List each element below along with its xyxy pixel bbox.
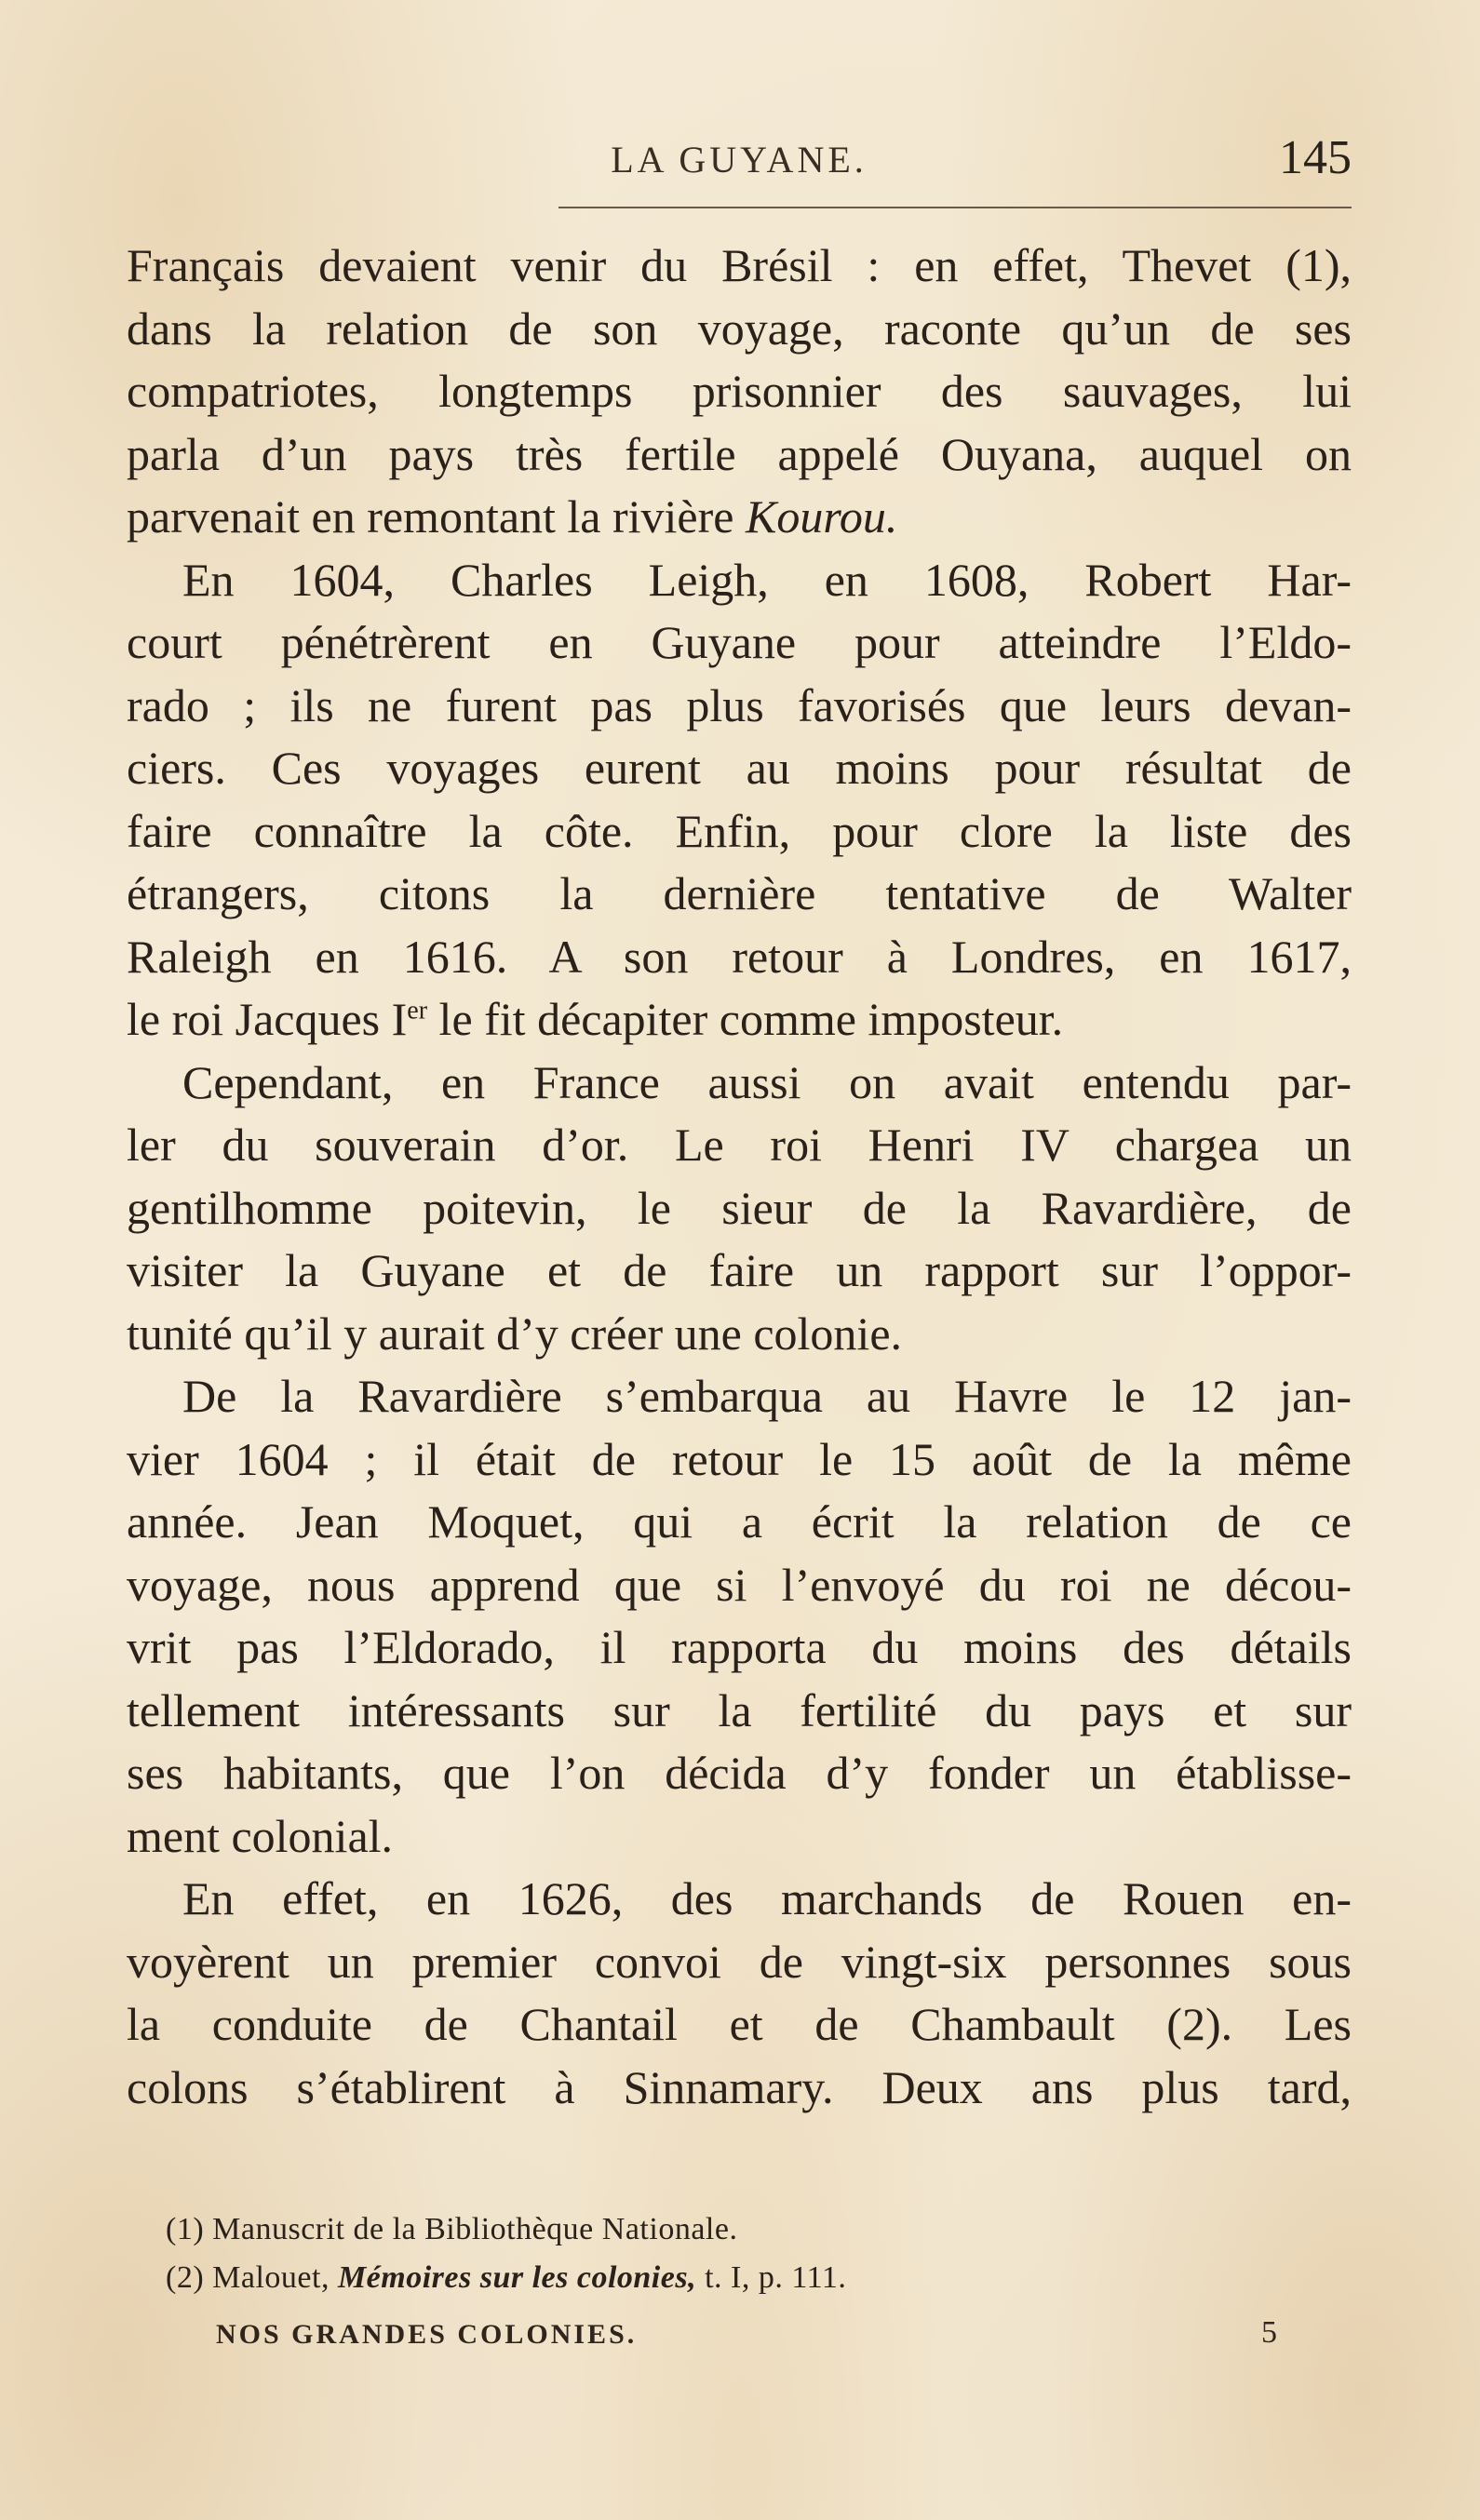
text-line: rado ; ils ne furent pas plus favorisés que leurs devan- xyxy=(127,678,1352,731)
text-line: tellement intéressants sur la fertilité du pays et sur xyxy=(127,1683,1352,1736)
text-line xyxy=(127,486,1352,549)
text-segment: parvenait en remontant la rivière xyxy=(127,490,746,543)
text-line: voyèrent un premier convoi de vingt-six personnes sous xyxy=(127,1935,1352,1988)
text-line: année. Jean Moquet, qui a écrit la relation de ce xyxy=(127,1495,1352,1548)
italic-place-name: Kourou. xyxy=(745,490,898,543)
text-line: ment colonial. xyxy=(127,1809,394,1862)
text-line: la conduite de Chantail et de Chambault (2). Les xyxy=(127,1998,1352,2050)
running-title: LA GUYANE. xyxy=(611,139,868,181)
signature-line xyxy=(216,2315,1277,2366)
text-segment: le fit décapiter comme imposteur. xyxy=(427,993,1064,1045)
signature-mark: 5 xyxy=(1261,2315,1277,2350)
text-line: étrangers, citons la dernière tentative de Walter xyxy=(127,867,1352,919)
text-line xyxy=(127,988,1352,1052)
footnote-2-title: Mémoires sur les colonies, xyxy=(337,2260,697,2295)
text-line: ses habitants, que l’on décida d’y fonder un établisse- xyxy=(127,1747,1352,1799)
paragraph-start-line: Cependant, en France aussi on avait entendu par- xyxy=(182,1055,1352,1108)
paragraph-start-line: En 1604, Charles Leigh, en 1608, Robert Har- xyxy=(182,553,1352,606)
text-line: parla d’un pays très fertile appelé Ouyana, auquel on xyxy=(127,427,1352,480)
superscript: er xyxy=(407,996,428,1025)
page-number: 145 xyxy=(1279,131,1352,184)
footnote-2 xyxy=(166,2254,1190,2302)
footnotes xyxy=(166,2205,1190,2302)
text-line: faire connaître la côte. Enfin, pour clore la liste des xyxy=(127,804,1352,857)
text-line: gentilhomme poitevin, le sieur de la Ravardière, de xyxy=(127,1181,1352,1234)
text-line: colons s’établirent à Sinnamary. Deux ans plus tard, xyxy=(127,2060,1352,2113)
text-line: ler du souverain d’or. Le roi Henri IV chargea un xyxy=(127,1119,1352,1171)
body-text xyxy=(127,235,1352,2119)
text-line: tunité qu’il y aurait d’y créer une colonie. xyxy=(127,1307,903,1360)
text-line: vier 1604 ; il était de retour le 15 août de la même xyxy=(127,1432,1352,1485)
text-line: compatriotes, longtemps prisonnier des sauvages, lui xyxy=(127,365,1352,417)
header-rule xyxy=(558,207,1352,208)
text-line: ciers. Ces voyages eurent au moins pour résultat de xyxy=(127,742,1352,794)
paragraph-start-line: En effet, en 1626, des marchands de Rouen en- xyxy=(182,1872,1352,1924)
footnote-2-suffix: t. I, p. 111. xyxy=(696,2260,847,2295)
footnote-1: (1) Manuscrit de la Bibliothèque Nationale. xyxy=(166,2212,738,2246)
text-line: dans la relation de son voyage, raconte qu’un de ses xyxy=(127,302,1352,355)
text-segment: le roi Jacques I xyxy=(127,993,408,1045)
text-line: Français devaient venir du Brésil : en effet, Thevet (1), xyxy=(127,239,1352,291)
text-line: voyage, nous apprend que si l’envoyé du roi ne décou- xyxy=(127,1558,1352,1611)
text-line: visiter la Guyane et de faire un rapport sur l’oppor- xyxy=(127,1244,1352,1296)
footnote-2-prefix: (2) Malouet, xyxy=(166,2260,338,2295)
printer-signature: NOS GRANDES COLONIES. xyxy=(216,2319,638,2350)
running-head xyxy=(127,130,1352,186)
paragraph-start-line: De la Ravardière s’embarqua au Havre le 12 jan- xyxy=(182,1370,1352,1422)
text-line: court pénétrèrent en Guyane pour atteindre l’Eldo- xyxy=(127,616,1352,668)
text-line: Raleigh en 1616. A son retour à Londres, en 1617, xyxy=(127,930,1352,983)
text-line: vrit pas l’Eldorado, il rapporta du moins des détails xyxy=(127,1621,1352,1673)
